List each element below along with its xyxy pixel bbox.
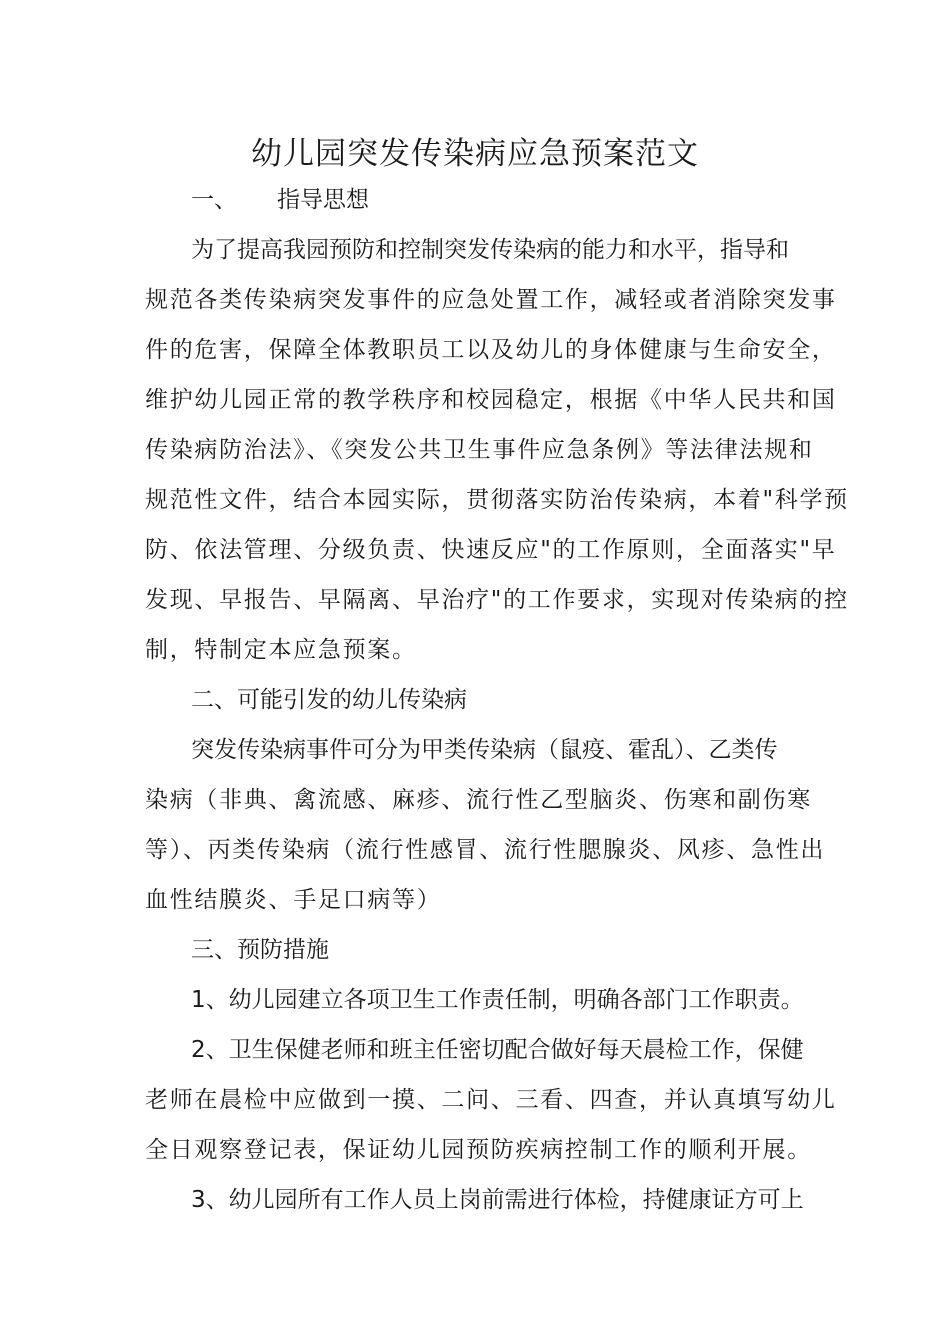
section-title: 指导思想 [277,187,369,213]
paragraph-line: 件的危害，保障全体教职员工以及幼儿的身体健康与生命安全， [145,337,837,363]
paragraph-line: 老师在晨检中应做到一摸、二问、三看、四查，并认真填写幼儿 [145,1087,837,1113]
paragraph-line: 发现、早报告、早隔离、早治疗"的工作要求，实现对传染病的控 [145,587,849,613]
list-item: 3、幼儿园所有工作人员上岗前需进行体检，持健康证方可上 [191,1187,804,1213]
paragraph-line: 血性结膜炎、手足口病等） [145,887,442,913]
section-heading-prevention-measures: 三、预防措施 [191,937,329,963]
paragraph-line: 传染病防治法》、《突发公共卫生事件应急条例》等法律法规和 [145,437,814,463]
paragraph-line: 制，特制定本应急预案。 [145,637,417,663]
list-item: 2、卫生保健老师和班主任密切配合做好每天晨检工作，保健 [191,1037,804,1063]
section-heading-possible-diseases: 二、可能引发的幼儿传染病 [191,687,467,713]
paragraph-line: 规范各类传染病突发事件的应急处置工作，减轻或者消除突发事 [145,287,837,313]
paragraph-line: 为了提高我园预防和控制突发传染病的能力和水平，指导和 [191,237,789,263]
section-heading-guiding-ideology [191,184,369,216]
document-title: 幼儿园突发传染病应急预案范文 [251,136,699,172]
paragraph-line: 突发传染病事件可分为甲类传染病（鼠疫、霍乱）、乙类传 [191,737,778,763]
section-number: 一、 [191,187,237,213]
paragraph-line: 染病（非典、禽流感、麻疹、流行性乙型脑炎、伤寒和副伤寒 [145,787,812,813]
paragraph-line: 防、依法管理、分级负责、快速反应"的工作原则，全面落实"早 [145,537,837,563]
paragraph-line: 规范性文件，结合本园实际，贯彻落实防治传染病，本着"科学预 [145,487,849,513]
paragraph-line: 全日观察登记表，保证幼儿园预防疾病控制工作的顺利开展。 [145,1137,812,1163]
list-item: 1、幼儿园建立各项卫生工作责任制，明确各部门工作职责。 [191,987,804,1013]
paragraph-line: 等）、丙类传染病（流行性感冒、流行性腮腺炎、风疹、急性出 [145,837,826,863]
paragraph-line: 维护幼儿园正常的教学秩序和校园稳定，根据《中华人民共和国 [145,387,837,413]
